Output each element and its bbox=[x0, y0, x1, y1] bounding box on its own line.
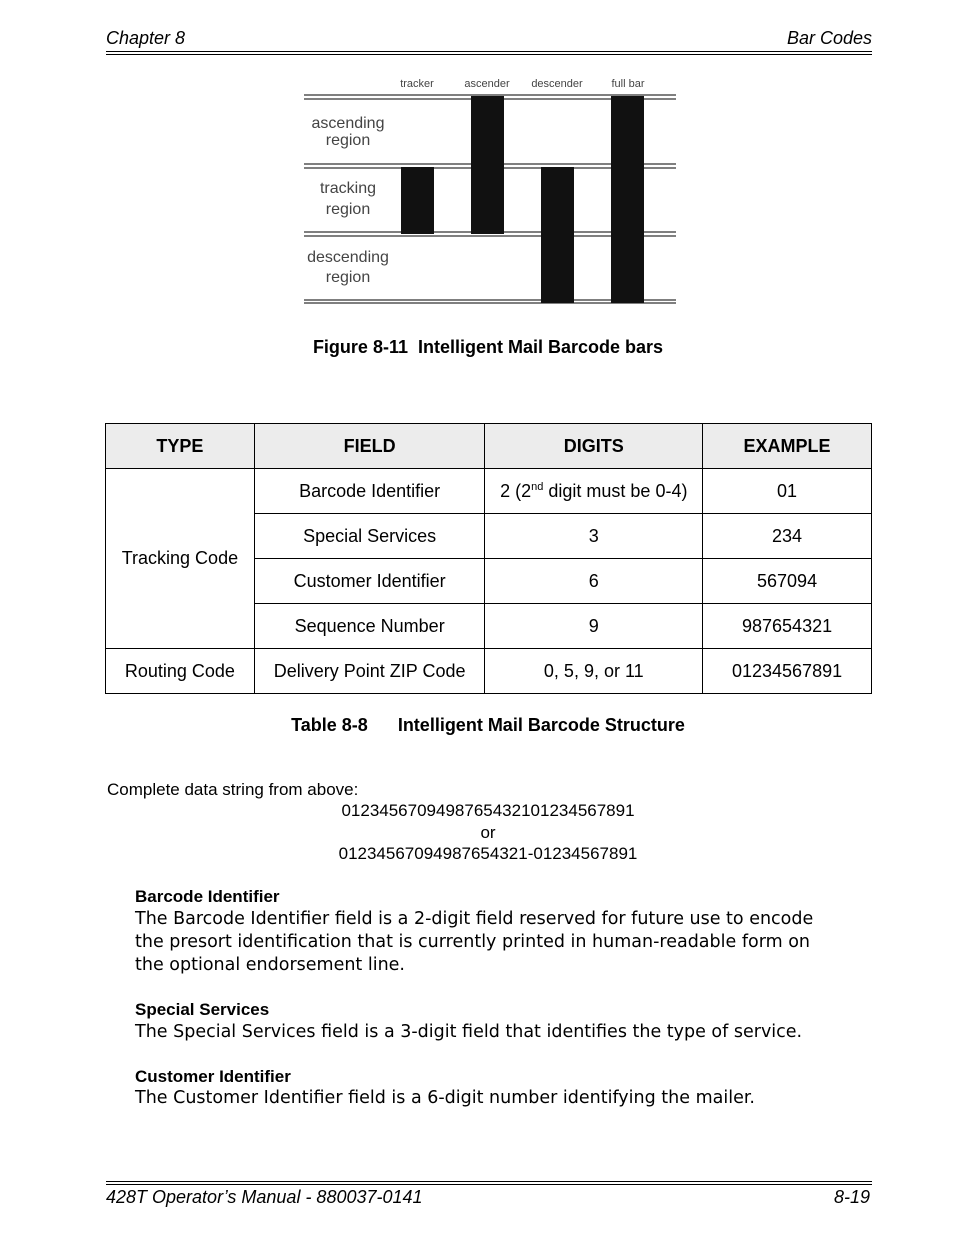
section-title-customer-identifier: Customer Identifier bbox=[135, 1067, 291, 1086]
type-cell: Tracking Code bbox=[106, 469, 255, 649]
field-cell: Delivery Point ZIP Code bbox=[254, 649, 485, 694]
figure-title: Intelligent Mail Barcode bars bbox=[417, 337, 664, 357]
header-field: FIELD bbox=[254, 424, 485, 469]
col-label-full-bar: full bar bbox=[611, 78, 645, 90]
descender-bar bbox=[541, 167, 574, 303]
table-row bbox=[106, 649, 872, 694]
data-string-intro: Complete data string from above: bbox=[107, 780, 359, 799]
col-label-descender: descender bbox=[531, 78, 583, 90]
col-label-tracker: tracker bbox=[400, 78, 434, 90]
barcode-structure-table bbox=[105, 423, 872, 694]
header-type: TYPE bbox=[106, 424, 255, 469]
example-cell: 987654321 bbox=[703, 604, 872, 649]
field-cell: Customer Identifier bbox=[254, 559, 485, 604]
table-caption bbox=[0, 715, 954, 736]
manual-title: 428T Operator’s Manual - 880037-0141 bbox=[106, 1187, 423, 1207]
digits-cell: 2 (2nd digit must be 0-4) bbox=[485, 469, 703, 514]
table-header-row bbox=[106, 424, 872, 469]
data-string-line1: 0123456709498765432101234567891 bbox=[341, 801, 635, 820]
table-number: Table 8-8 bbox=[291, 715, 368, 735]
section-body-special-services: The Special Services field is a 3-digit field that identifies the type of service. bbox=[135, 1022, 803, 1042]
digits-cell: 3 bbox=[485, 514, 703, 559]
region-label-ascending: region bbox=[325, 132, 371, 149]
region-label-tracking: region bbox=[325, 201, 371, 218]
digits-cell: 6 bbox=[485, 559, 703, 604]
data-string-line2: 01234567094987654321-01234567891 bbox=[338, 844, 638, 863]
figure-number: Figure 8-11 bbox=[312, 337, 408, 357]
section-title-special-services: Special Services bbox=[135, 1000, 270, 1019]
full-bar bbox=[611, 96, 644, 303]
section-body-barcode-identifier: The Barcode Identifier field is a 2-digit field reserved for future use to encode the presort identification that is currently printed in human-readable form on the optional endorsement line. bbox=[135, 909, 814, 975]
data-string-or: or bbox=[480, 823, 496, 842]
type-cell: Routing Code bbox=[106, 649, 255, 694]
digits-cell: 0, 5, 9, or 11 bbox=[485, 649, 703, 694]
chapter-label: Chapter 8 bbox=[106, 28, 186, 48]
digits-cell: 9 bbox=[485, 604, 703, 649]
table-title: Intelligent Mail Barcode Structure bbox=[397, 715, 685, 735]
header-digits: DIGITS bbox=[485, 424, 703, 469]
figure-caption bbox=[0, 337, 954, 358]
region-label-ascending: ascending bbox=[311, 115, 385, 132]
footer-rule bbox=[106, 1181, 872, 1182]
section-label: Bar Codes bbox=[786, 28, 872, 48]
header-example: EXAMPLE bbox=[703, 424, 872, 469]
region-label-descending: descending bbox=[307, 249, 389, 266]
ascender-bar bbox=[471, 96, 504, 234]
field-cell: Sequence Number bbox=[254, 604, 485, 649]
example-cell: 01234567891 bbox=[703, 649, 872, 694]
section-body-customer-identifier: The Customer Identifier field is a 6-digit number identifying the mailer. bbox=[135, 1088, 755, 1108]
field-cell: Barcode Identifier bbox=[254, 469, 485, 514]
section-title-barcode-identifier: Barcode Identifier bbox=[135, 887, 280, 906]
barcode-bars-figure bbox=[300, 72, 680, 308]
example-cell: 567094 bbox=[703, 559, 872, 604]
table-row bbox=[106, 469, 872, 514]
page-number: 8-19 bbox=[833, 1187, 870, 1207]
region-label-tracking: tracking bbox=[319, 180, 377, 197]
footer-rule bbox=[106, 1184, 872, 1185]
tracker-bar bbox=[401, 167, 434, 234]
region-label-descending: region bbox=[325, 269, 371, 286]
header-rule bbox=[106, 51, 872, 52]
col-label-ascender: ascender bbox=[464, 78, 510, 90]
example-cell: 01 bbox=[703, 469, 872, 514]
field-cell: Special Services bbox=[254, 514, 485, 559]
example-cell: 234 bbox=[703, 514, 872, 559]
header-rule bbox=[106, 54, 872, 55]
